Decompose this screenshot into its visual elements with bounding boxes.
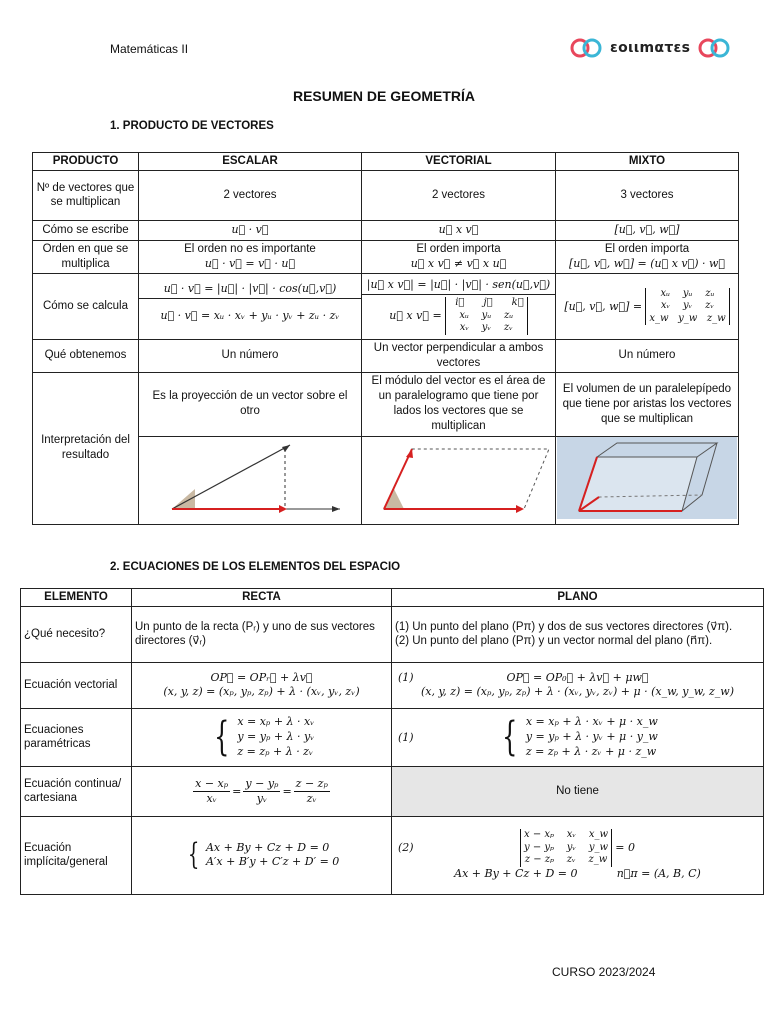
col-header: PRODUCTO [33,153,139,171]
cell: Un punto de la recta (Pᵣ) y uno de sus vectores directores (v⃗ᵣ) [132,606,392,662]
cell: $\frac{\text{x − xₚ}}{\text{xᵥ}}$ = $\frac{\text{y − yₚ}}{\text{yᵥ}}$ = $\frac{\text{z − zₚ}}{\text{zᵥ}}$ [132,766,392,816]
cell: u⃗ · v⃗ [139,220,362,240]
equation: y = yₚ + λ · yᵥ + μ · y_w [525,730,658,744]
equals-zero: = 0 [615,841,635,854]
col-header: MIXTO [556,153,739,171]
cell: 2 vectores [139,170,362,220]
denominator: xᵥ [206,791,217,805]
row-label: ¿Qué necesito? [21,606,132,662]
cell: Es la proyección de un vector sobre el otro [139,372,362,436]
col-header: ELEMENTO [21,589,132,607]
row-label: Interpretación del resultado [33,372,139,524]
det-row: xᵤ yᵤ zᵤ [459,309,514,321]
cell: 2 vectores [362,170,556,220]
cell-line: (1) Un punto del plano (Pπ) y dos de sus vectores directores (v⃗π). [395,620,733,633]
cell [362,240,556,273]
cell [139,240,362,273]
cell [556,273,739,339]
space-equations-table [20,588,764,895]
normal-vector: n⃗π = (A, B, C) [616,866,701,880]
det-row: x_w y_w z_w [649,312,726,324]
equation: y = yₚ + λ · yᵥ [237,730,315,744]
fraction [294,777,330,807]
cell [556,240,739,273]
subject-label: Matemáticas II [110,42,189,56]
cell-formula: (x, y, z) = (xₚ, yₚ, zₚ) + λ · (xᵥ, yᵥ, zᵥ) + μ · (x_w, y_w, z_w) [420,685,735,699]
numerator: z − zₚ [294,777,330,792]
fraction [243,777,280,807]
logo-rings-icon [570,38,604,58]
row-label: Cómo se calcula [33,273,139,339]
determinant [445,297,528,335]
cell: Un vector perpendicular a ambos vectores [362,339,556,372]
cross-product-formula [362,295,555,337]
cell-line: El orden importa [604,243,690,256]
page-title: RESUMEN DE GEOMETRÍA [292,88,475,104]
determinant [520,829,612,867]
det-row: xᵤ yᵤ zᵤ [660,287,715,299]
cell-formula: OP⃗ = OP₀⃗ + λv⃗ + μw⃗ [506,671,649,685]
cell: No tiene [392,766,764,816]
parallelepiped-figure [556,436,739,524]
equation: x = xₚ + λ · xᵥ [237,715,315,729]
determinant [645,288,729,326]
cell [392,662,764,708]
det-row: xᵥ yᵥ zᵥ [459,322,513,334]
brace-icon: { [213,714,230,761]
cell: 3 vectores [556,170,739,220]
cell [362,273,556,339]
equation-system [526,715,658,760]
cell-line: El orden no es importante [184,243,316,256]
cell-line: El orden importa [416,243,501,256]
cell-formula: Ax + By + Cz + D = 0 [454,866,578,880]
projection-figure [139,436,362,524]
cell-formula: [u⃗, v⃗, w⃗] = (u⃗ x v⃗) · w⃗ [568,257,726,271]
cell [132,816,392,894]
section-title: 1. PRODUCTO DE VECTORES [110,120,274,132]
projection-diagram-icon [140,437,360,519]
determinant-equation [395,829,760,867]
row-label: Ecuación vectorial [21,662,132,708]
det-row: z − zₚ zᵥ z_w [524,854,608,866]
cell: Un número [556,339,739,372]
col-header: ESCALAR [139,153,362,171]
formula-lhs: [u⃗, v⃗, w⃗] = [564,299,643,313]
det-row: y − yₚ yᵥ y_w [524,841,609,853]
col-header: RECTA [132,589,392,607]
col-header: PLANO [392,589,764,607]
equation-tag: (1) [398,670,414,684]
equation-system [206,841,339,871]
cell-line: (2) Un punto del plano (Pπ) y un vector normal del plano (n⃗π). [395,635,713,648]
brace-icon: { [502,714,518,761]
cell: El módulo del vector es el área de un paralelogramo que tiene por lados los vectores que se multiplican [362,372,556,436]
numerator: y − yₚ [243,777,280,792]
row-label: Nº de vectores que se multiplican [33,170,139,220]
equation-tag: (1) [398,730,414,744]
cell-formula: u⃗ · v⃗ = v⃗ · u⃗ [204,257,296,271]
section-title: 2. ECUACIONES DE LOS ELEMENTOS DEL ESPACIO [110,561,401,573]
cell [392,606,764,662]
parallelogram-figure [362,436,556,524]
cell-formula: OP⃗ = OPᵣ⃗ + λv⃗ [210,671,313,685]
row-label: Ecuación implícita/general [21,816,132,894]
cell-formula: u⃗ x v⃗ ≠ v⃗ x u⃗ [410,257,507,271]
row-label: Ecuación continua/ cartesiana [21,766,132,816]
equation: Ax + By + Cz + D = 0 [205,840,330,854]
brand-name: εοιιmατεs [610,40,691,56]
formula-lhs: u⃗ x v⃗ = [389,308,442,322]
equation: x = xₚ + λ · xᵥ + μ · x_w [525,715,658,729]
fraction [193,777,230,807]
cell-formula: |u⃗ x v⃗| = |u⃗| · |v⃗| · sen(u⃗,v⃗) [362,276,555,295]
cell [139,273,362,339]
denominator: zᵥ [306,791,317,805]
parallelepiped-diagram-icon [557,437,737,519]
equation: z = zₚ + λ · zᵥ + μ · z_w [525,744,657,758]
brand-logo [570,38,730,58]
cell: u⃗ x v⃗ [362,220,556,240]
numerator: x − xₚ [193,777,230,792]
cell: Un número [139,339,362,372]
cell-formula: u⃗ · v⃗ = |u⃗| · |v⃗| · cos(u⃗,v⃗) [139,280,361,299]
det-row: i⃗ j⃗ k⃗ [448,297,524,309]
cell [132,662,392,708]
cell [392,708,764,766]
cell [392,816,764,894]
brace-icon: { [187,837,199,873]
logo-rings-icon [696,38,730,58]
col-header: VECTORIAL [362,153,556,171]
cell-formula: u⃗ · v⃗ = xᵤ · xᵥ + yᵤ · yᵥ + zᵤ · zᵥ [160,308,340,322]
row-label: Cómo se escribe [33,220,139,240]
equation-system [237,715,314,760]
equation: z = zₚ + λ · zᵥ [237,744,314,758]
equation: A′x + B′y + C′z + D′ = 0 [205,855,340,869]
row-label: Orden en que se multiplica [33,240,139,273]
row-label: Ecuaciones paramétricas [21,708,132,766]
det-row: x − xₚ xᵥ x_w [524,829,609,841]
row-label: Qué obtenemos [33,339,139,372]
course-footer: CURSO 2023/2024 [552,965,656,979]
cell-formula: (x, y, z) = (xₚ, yₚ, zₚ) + λ · (xᵥ, yᵥ, zᵥ) [163,685,360,699]
cell: El volumen de un paralelepípedo que tiene por aristas los vectores que se multiplican [556,372,739,436]
cell: [u⃗, v⃗, w⃗] [556,220,739,240]
equation-tag: (2) [398,840,414,854]
vector-products-table [32,152,739,525]
cell [132,708,392,766]
parallelogram-diagram-icon [364,437,554,519]
denominator: yᵥ [256,791,268,805]
det-row: xᵥ yᵥ zᵥ [660,300,715,312]
